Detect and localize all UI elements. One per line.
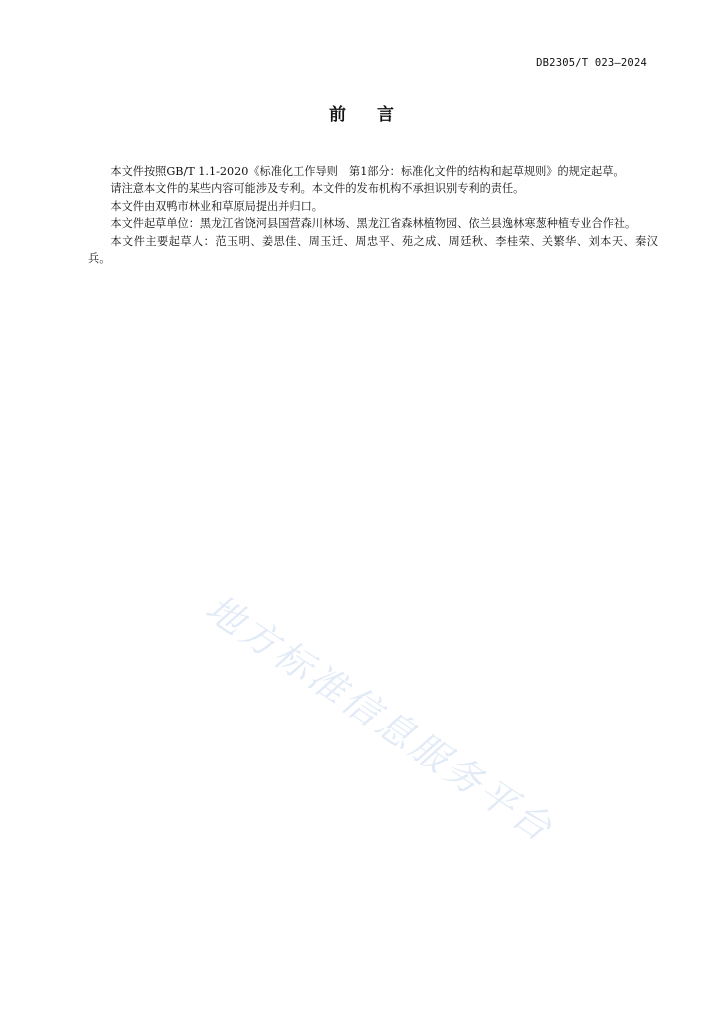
paragraph-patent-notice: 请注意本文件的某些内容可能涉及专利。本文件的发布机构不承担识别专利的责任。 [110, 182, 525, 196]
document-code: DB2305/T 023—2024 [536, 57, 647, 69]
foreword-body [88, 163, 658, 267]
page-title [0, 100, 724, 125]
paragraph-proposer: 本文件由双鸭市林业和草原局提出并归口。 [110, 199, 323, 213]
paragraph-drafting-units: 本文件起草单位：黑龙江省饶河县国营森川林场、黑龙江省森林植物园、依兰县逸林寒葱种植专业合作社。 [110, 217, 637, 231]
watermark-text: 地方标准信息服务平台 [198, 586, 563, 852]
paragraph-drafting-rules: 本文件按照GB/T 1.1-2020《标准化工作导则 第1部分：标准化文件的结构和起草规则》的规定起草。 [110, 165, 625, 178]
title-char-2: 言 [377, 105, 395, 125]
paragraph-drafters: 本文件主要起草人：范玉明、姜思佳、周玉迁、周忠平、苑之成、周廷秋、李桂荣、关繁华、刘本天、秦汉兵。 [88, 234, 658, 266]
title-char-1: 前 [329, 105, 347, 125]
